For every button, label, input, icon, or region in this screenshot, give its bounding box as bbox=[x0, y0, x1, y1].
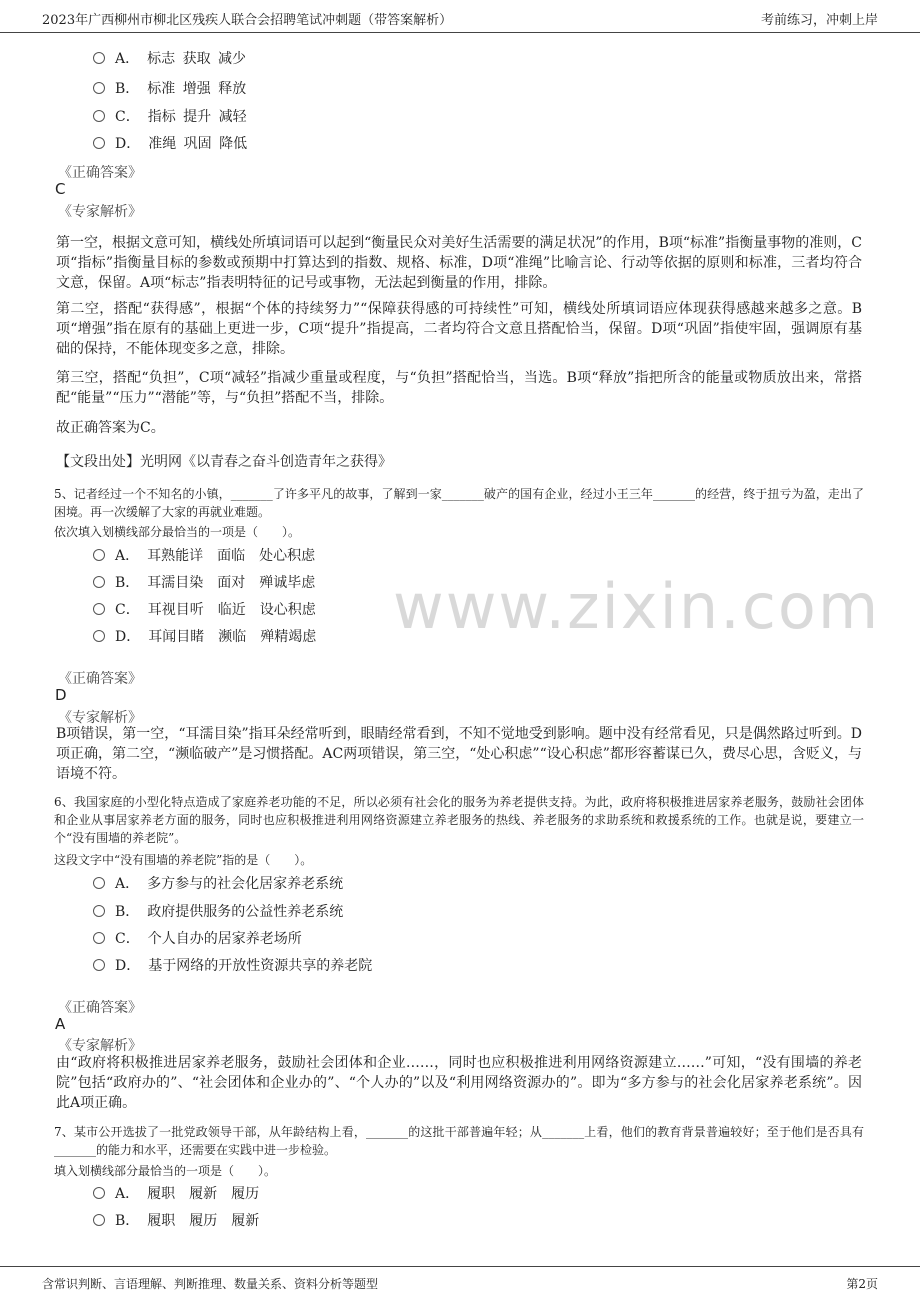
q4-analysis-2: 第二空，搭配“获得感”，根据“个体的持续努力”“保障获得感的可持续性”可知，横线处所填词语应体现获得感越来越多之意。B项“增强”指在原有的基础上更进一步，C项“提升”指提高，二者均符合文意且搭配恰当，保留。D项“巩固”指使牢固，强调原有基础的保持，不能体现变多之意，排除。 bbox=[56, 301, 862, 357]
footer-subjects: 含常识判断、言语理解、判断推理、数量关系、资料分析等题型 bbox=[42, 1277, 379, 1291]
q5-answer: D bbox=[55, 686, 67, 704]
correct-answer-label: 《正确答案》 bbox=[58, 1000, 142, 1016]
header-slogan: 考前练习，冲刺上岸 bbox=[760, 13, 878, 28]
radio-icon[interactable] bbox=[93, 82, 105, 94]
q7-option-b[interactable]: B． 履职 履历 履新 bbox=[93, 1210, 259, 1234]
page-footer bbox=[0, 1266, 920, 1303]
q4-option-c[interactable]: C． 指标 提升 减轻 bbox=[93, 106, 247, 130]
q4-analysis-3: 第三空，搭配“负担”，C项“减轻”指减少重量或程度，与“负担”搭配恰当，当选。B项“释放”指把所含的能量或物质放出来，常搭配“能量”“压力”“潜能”等，与“负担”搭配不当，排除。 bbox=[56, 370, 862, 406]
q5-stem: 5、记者经过一个不知名的小镇，_______了许多平凡的故事，了解到一家_______破产的国有企业，经过小王三年_______的经营，终于扭亏为盈，走出了困境。再一次缓解了大家的再就业难题。 bbox=[54, 487, 864, 519]
q5-option-d[interactable]: D． 耳闻目睹 濒临 殚精竭虑 bbox=[93, 626, 316, 650]
radio-icon[interactable] bbox=[93, 959, 105, 971]
q7-prompt: 填入划横线部分最恰当的一项是（ ）。 bbox=[54, 1164, 277, 1178]
q5-prompt: 依次填入划横线部分最恰当的一项是（ ）。 bbox=[54, 525, 301, 539]
q6-answer: A bbox=[55, 1015, 66, 1033]
q4-analysis-1: 第一空，根据文意可知，横线处所填词语可以起到“衡量民众对美好生活需要的满足状况”的作用，B项“标准”指衡量事物的准则，C项“指标”指衡量目标的参数或预期中打算达到的指数、规格、标准，D项“准绳”比喻言论、行动等依据的原则和标准，三者均符合文意，保留。A项“标志”指表明特征的记号或事物，无法起到衡量的作用，排除。 bbox=[56, 235, 862, 291]
q5-option-a[interactable]: A． 耳熟能详 面临 处心积虑 bbox=[93, 545, 315, 569]
radio-icon[interactable] bbox=[93, 52, 105, 64]
q5-option-c[interactable]: C． 耳视目听 临近 设心积虑 bbox=[93, 599, 316, 623]
radio-icon[interactable] bbox=[93, 630, 105, 642]
correct-answer-label: 《正确答案》 bbox=[58, 671, 142, 687]
radio-icon[interactable] bbox=[93, 137, 105, 149]
page-number: 第2页 bbox=[846, 1277, 878, 1291]
q6-prompt: 这段文字中“没有围墙的养老院”指的是（ ）。 bbox=[54, 853, 313, 867]
watermark: www.zixin.com bbox=[393, 570, 881, 643]
q6-option-c[interactable]: C． 个人自办的居家养老场所 bbox=[93, 928, 302, 952]
radio-icon[interactable] bbox=[93, 877, 105, 889]
radio-icon[interactable] bbox=[93, 549, 105, 561]
q4-source: 【文段出处】光明网《以青春之奋斗创造青年之获得》 bbox=[56, 454, 392, 470]
radio-icon[interactable] bbox=[93, 603, 105, 615]
document-title: 2023年广西柳州市柳北区残疾人联合会招聘笔试冲刺题（带答案解析） bbox=[42, 13, 453, 28]
q4-option-b[interactable]: B． 标准 增强 释放 bbox=[93, 78, 246, 102]
q6-option-b[interactable]: B． 政府提供服务的公益性养老系统 bbox=[93, 901, 343, 925]
radio-icon[interactable] bbox=[93, 1214, 105, 1226]
expert-analysis-label: 《专家解析》 bbox=[58, 204, 142, 220]
expert-analysis-label: 《专家解析》 bbox=[58, 1038, 142, 1054]
correct-answer-label: 《正确答案》 bbox=[58, 165, 142, 181]
q6-analysis: 由“政府将积极推进居家养老服务，鼓励社会团体和企业……，同时也应积极推进利用网络资源建立……”可知，“没有围墙的养老院”包括“政府办的”、“社会团体和企业办的”、“个人办的”以及“利用网络资源办的”。即为“多方参与的社会化居家养老系统”。因此A项正确。 bbox=[56, 1055, 862, 1111]
expert-analysis-label: 《专家解析》 bbox=[58, 710, 142, 726]
radio-icon[interactable] bbox=[93, 905, 105, 917]
q6-stem: 6、我国家庭的小型化特点造成了家庭养老功能的不足，所以必须有社会化的服务为养老提供支持。为此，政府将积极推进居家养老服务，鼓励社会团体和企业从事居家养老方面的服务，同时也应积极推进利用网络资源建立养老服务的热线、养老服务的求助系统和救援系统的工作。也就是说，要建立一个“没有围墙的养老院”。 bbox=[54, 795, 864, 845]
radio-icon[interactable] bbox=[93, 110, 105, 122]
q4-analysis-4: 故正确答案为C。 bbox=[56, 420, 165, 436]
q6-option-d[interactable]: D． 基于网络的开放性资源共享的养老院 bbox=[93, 955, 372, 979]
q4-answer: C bbox=[55, 180, 66, 198]
radio-icon[interactable] bbox=[93, 576, 105, 588]
q7-stem: 7、某市公开选拔了一批党政领导干部，从年龄结构上看，_______的这批干部普遍年轻；从_______上看，他们的教育背景普遍较好；至于他们是否具有_______的能力和水平，还需要在实践中进一步检验。 bbox=[54, 1125, 864, 1157]
q5-analysis: B项错误，第一空，“耳濡目染”指耳朵经常听到，眼睛经常看到，不知不觉地受到影响。题中没有经常看见，只是偶然路过听到。D项正确，第二空，“濒临破产”是习惯搭配。AC两项错误，第三空，“处心积虑”“设心积虑”都形容蓄谋已久，费尽心思，含贬义，与语境不符。 bbox=[56, 726, 862, 782]
radio-icon[interactable] bbox=[93, 932, 105, 944]
q7-option-a[interactable]: A． 履职 履新 履历 bbox=[93, 1183, 259, 1207]
radio-icon[interactable] bbox=[93, 1187, 105, 1199]
page-header bbox=[0, 0, 920, 33]
q6-option-a[interactable]: A． 多方参与的社会化居家养老系统 bbox=[93, 873, 343, 897]
q4-option-a[interactable]: A． 标志 获取 减少 bbox=[93, 48, 246, 72]
q5-option-b[interactable]: B． 耳濡目染 面对 殚诚毕虑 bbox=[93, 572, 315, 596]
q4-option-d[interactable]: D． 准绳 巩固 降低 bbox=[93, 133, 247, 157]
